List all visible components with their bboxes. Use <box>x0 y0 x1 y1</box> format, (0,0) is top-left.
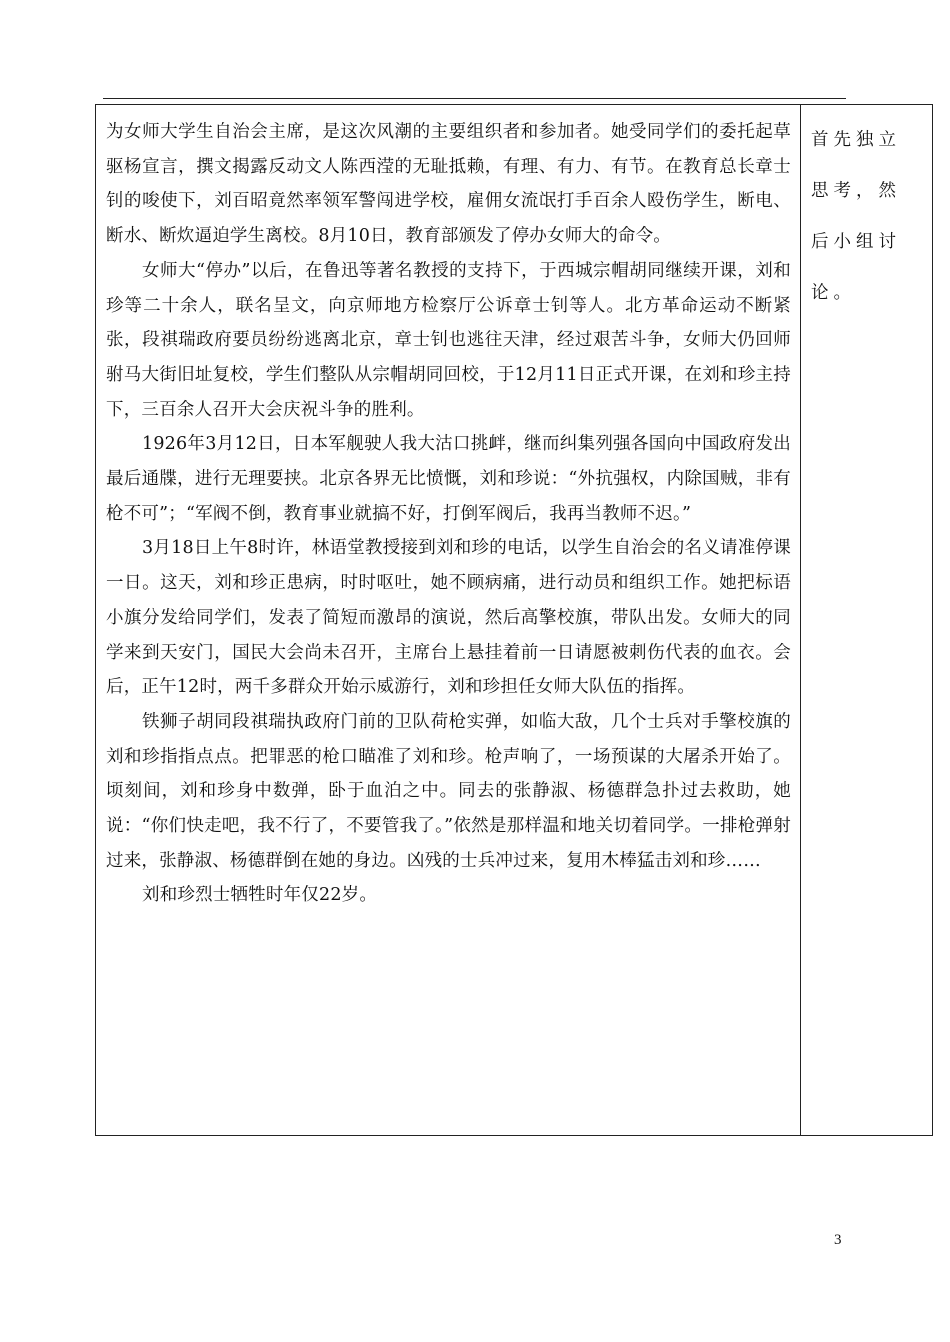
paragraph-1: 为女师大学生自治会主席，是这次风潮的主要组织者和参加者。她受同学们的委托起草驱杨宣言，撰文揭露反动文人陈西滢的无耻抵赖，有理、有力、有节。在教育总长章士钊的唆使下，刘百昭竟然率领军警闯进学校，雇佣女流氓打手百余人殴伤学生，断电、断水、断炊逼迫学生离校。8月10日，教育部颁发了停办女师大的命令。 <box>106 122 791 247</box>
page-number: 3 <box>834 1232 842 1248</box>
activity-note-cell <box>801 105 932 1135</box>
paragraph-6: 刘和珍烈士牺牲时年仅22岁。 <box>142 885 378 906</box>
paragraph-5: 铁狮子胡同段祺瑞执政府门前的卫队荷枪实弹，如临大敌，几个士兵对手擎校旗的刘和珍指指点点。把罪恶的枪口瞄准了刘和珍。枪声响了，一场预谋的大屠杀开始了。顷刻间，刘和珍身中数弹，卧于血泊之中。同去的张静淑、杨德群急扑过去救助，她说：“你们快走吧，我不行了，不要管我了。”依然是那样温和地关切着同学。一排枪弹射过来，张静淑、杨德群倒在她的身边。凶残的士兵冲过来，复用木棒猛击刘和珍…… <box>106 711 791 871</box>
content-cell <box>96 105 801 1135</box>
header-rule <box>103 98 846 99</box>
activity-note: 首先独立思考，然后小组讨论。 <box>811 130 901 303</box>
paragraph-4: 3月18日上午8时许，林语堂教授接到刘和珍的电话，以学生自治会的名义请准停课一日。这天，刘和珍正患病，时时呕吐，她不顾病痛，进行动员和组织工作。她把标语小旗分发给同学们，发表了简短而激昂的演说，然后高擎校旗，带队出发。女师大的同学来到天安门，国民大会尚未召开，主席台上悬挂着前一日请愿被刺伤代表的血衣。会后，正午12时，两千多群众开始示威游行，刘和珍担任女师大队伍的指挥。 <box>106 538 791 698</box>
paragraph-2: 女师大“停办”以后，在鲁迅等著名教授的支持下，于西城宗帽胡同继续开课，刘和珍等二十余人，联名呈文，向京师地方检察厅公诉章士钊等人。北方革命运动不断紧张，段祺瑞政府要员纷纷逃离北京，章士钊也逃往天津，经过艰苦斗争，女师大仍回师驸马大街旧址复校，学生们整队从宗帽胡同回校，于12月11日正式开课，在刘和珍主持下，三百余人召开大会庆祝斗争的胜利。 <box>106 260 791 420</box>
lesson-table <box>95 104 933 1136</box>
paragraph-3: 1926年3月12日，日本军舰驶人我大沽口挑衅，继而纠集列强各国向中国政府发出最后通牒，进行无理要挟。北京各界无比愤慨，刘和珍说：“外抗强权，内除国贼，非有枪不可”；“军阀不倒，教育事业就搞不好，打倒军阀后，我再当教师不迟。” <box>106 434 791 524</box>
